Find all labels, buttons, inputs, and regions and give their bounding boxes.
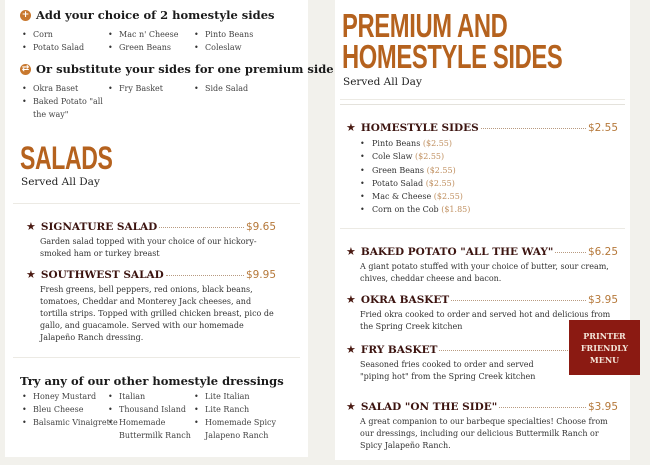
- list-item: • Thousand Island: [108, 403, 194, 416]
- side-name: Potato Salad: [372, 178, 424, 188]
- printer-friendly-menu-button[interactable]: [569, 320, 640, 375]
- substitute-heading: [20, 62, 334, 76]
- item-price: $3.95: [587, 294, 618, 306]
- list-item: [360, 190, 618, 203]
- button-label-line: PRINTER: [583, 330, 626, 341]
- item-name: SALAD "ON THE SIDE": [360, 401, 498, 413]
- item-name: HOMESTYLE SIDES: [360, 122, 479, 134]
- list-item: • Bleu Cheese: [22, 403, 108, 416]
- list-item: [360, 150, 618, 163]
- list-item: • Coleslaw: [194, 41, 280, 54]
- side-price: ($1.85): [441, 205, 471, 215]
- list-item: • Potato Salad: [22, 41, 108, 54]
- list-item: • Honey Mustard: [22, 390, 108, 403]
- sides-subtitle: Served All Day: [343, 76, 422, 88]
- side-price: ($2.55): [414, 152, 445, 162]
- divider: [13, 203, 300, 204]
- side-name: Cole Slaw: [372, 152, 413, 162]
- list-item: • Homemade Buttermilk Ranch: [108, 416, 194, 442]
- side-name: Pinto Beans: [372, 139, 421, 148]
- item-name: OKRA BASKET: [360, 294, 450, 306]
- star-icon: ★: [346, 121, 356, 134]
- menu-item-southwest-salad: [26, 268, 276, 344]
- star-icon: ★: [346, 245, 356, 258]
- item-description: A great companion to our barbeque specialties! Choose from our dressings, including our delicious Buttermilk Ranch or Spicy Jalapeño Ranch.: [360, 417, 608, 450]
- divider: [340, 104, 625, 105]
- substitute-list: [22, 82, 280, 121]
- side-price: ($2.55): [422, 139, 453, 148]
- item-description: Garden salad topped with your choice of our hickory-smoked ham or turkey breast: [40, 237, 257, 258]
- list-item: • Balsamic Vinaigrette: [22, 416, 108, 442]
- menu-item-homestyle-sides: [346, 121, 618, 217]
- list-item: • Side Salad: [194, 82, 280, 95]
- side-name: Mac & Cheese: [372, 192, 432, 202]
- side-name: Corn on the Cob: [372, 205, 439, 215]
- list-item: • Baked Potato "all the way": [22, 95, 108, 121]
- menu-item-signature-salad: [26, 220, 276, 260]
- item-name: BAKED POTATO "ALL THE WAY": [360, 246, 554, 258]
- dot-leader: [481, 128, 586, 129]
- list-item: • Lite Italian: [194, 390, 284, 403]
- menu-item-baked-potato: [346, 245, 618, 285]
- list-item: [360, 177, 618, 190]
- side-name: Green Beans: [372, 165, 425, 175]
- item-description: A giant potato stuffed with your choice of butter, sour cream, chives, cheddar cheese and bacon.: [360, 262, 609, 283]
- dot-leader: [555, 252, 586, 253]
- sides-title: PREMIUM AND HOMESTYLE SIDES: [342, 7, 563, 75]
- add-sides-heading-text: Add your choice of 2 homestyle sides: [36, 8, 275, 22]
- dot-leader: [159, 227, 244, 228]
- item-name: SOUTHWEST SALAD: [40, 269, 164, 281]
- divider: [340, 228, 625, 229]
- dressings-heading: Try any of our other homestyle dressings: [20, 374, 284, 388]
- list-item: • Homemade Spicy Jalapeno Ranch: [194, 416, 284, 442]
- dot-leader: [166, 275, 244, 276]
- list-item: [360, 203, 618, 216]
- item-price: $2.55: [587, 122, 618, 134]
- item-description: Seasoned fries cooked to order and served "piping hot" from the Spring Creek kitchen: [360, 360, 536, 381]
- button-label-line: FRIENDLY: [580, 342, 629, 353]
- list-item: • Mac n' Cheese: [108, 28, 194, 41]
- item-price: $9.65: [245, 221, 276, 233]
- item-name: SIGNATURE SALAD: [40, 221, 158, 233]
- dot-leader: [499, 407, 586, 408]
- menu-item-salad-on-the-side: [346, 400, 618, 452]
- star-icon: ★: [346, 343, 356, 356]
- side-price: ($2.55): [425, 178, 455, 188]
- list-item: [360, 164, 618, 177]
- star-icon: ★: [26, 220, 36, 233]
- star-icon: ★: [26, 268, 36, 281]
- add-sides-list: [22, 28, 280, 54]
- item-price: $3.95: [587, 401, 618, 413]
- left-menu-card: [5, 0, 334, 457]
- divider: [340, 99, 625, 100]
- substitute-heading-text: Or substitute your sides for one premium side: [36, 62, 334, 76]
- right-menu-card: [335, 0, 630, 460]
- list-item: • Okra Baset: [22, 82, 108, 95]
- star-icon: ★: [346, 400, 356, 413]
- item-price: $6.25: [587, 246, 618, 258]
- swap-circle-icon: ⇄: [21, 63, 30, 74]
- star-icon: ★: [346, 293, 356, 306]
- list-item: • Lite Ranch: [194, 403, 284, 416]
- item-price: $9.95: [245, 269, 276, 281]
- list-item: • Corn: [22, 28, 108, 41]
- item-description: Fresh greens, bell peppers, red onions, black beans, tomatoes, Cheddar and Monterey Jack cheeses, and tortilla strips. Topped with grilled chicken breast, pico de gallo, and guacamole. Served with our homemade Jalapeño Ranch dressing.: [40, 285, 274, 342]
- button-label-line: MENU: [589, 354, 620, 365]
- homestyle-sides-list: [360, 137, 618, 217]
- salads-title: SALADS: [20, 140, 113, 176]
- side-price: ($2.55): [433, 192, 463, 202]
- divider: [13, 357, 300, 358]
- dot-leader: [451, 300, 586, 301]
- side-price: ($2.55): [426, 165, 456, 175]
- dressings-list: [22, 390, 284, 442]
- plus-circle-icon: +: [21, 9, 30, 20]
- item-name: FRY BASKET: [360, 344, 438, 356]
- list-item: • Fry Basket: [108, 82, 194, 95]
- list-item: [360, 137, 618, 150]
- add-sides-heading: [20, 8, 275, 22]
- list-item: • Pinto Beans: [194, 28, 280, 41]
- salads-subtitle: Served All Day: [21, 176, 100, 188]
- list-item: • Italian: [108, 390, 194, 403]
- item-description: Fried okra cooked to order and served hot and delicious from the Spring Creek kitchen: [360, 310, 611, 331]
- list-item: • Green Beans: [108, 41, 194, 54]
